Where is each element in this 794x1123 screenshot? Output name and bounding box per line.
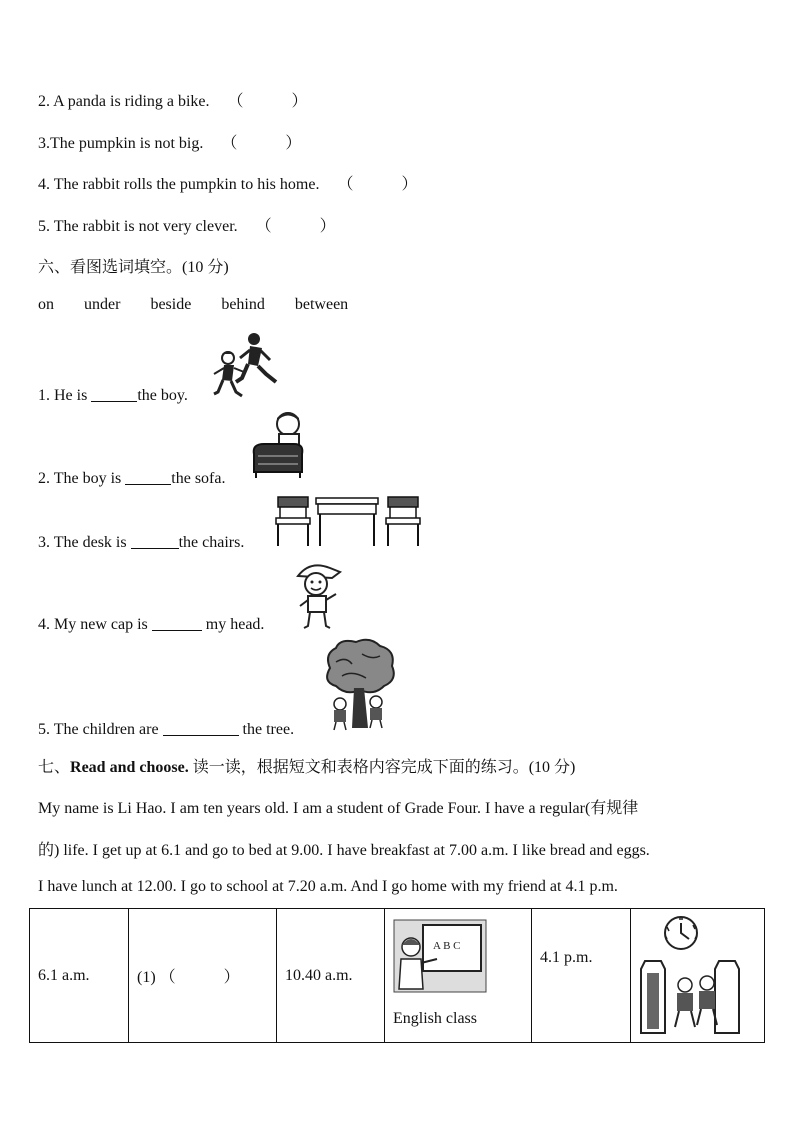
tf-item-3: 3.The pumpkin is not big. （ ） xyxy=(38,130,301,153)
answer-blank[interactable] xyxy=(163,721,239,736)
answer-blank[interactable] xyxy=(91,387,137,402)
cell-time-class: 10.40 a.m. xyxy=(277,909,385,1043)
boy-cap-image xyxy=(290,560,344,632)
reading-para-line-2: 的) life. I get up at 6.1 and go to bed at 9.00. I have breakfast at 7.00 a.m. I like bread and eggs. xyxy=(38,842,650,859)
word-under: under xyxy=(84,296,121,313)
answer-paren[interactable]: （ ） xyxy=(221,135,302,152)
cell-english-class xyxy=(385,909,532,1043)
teacher-board-image xyxy=(393,919,487,993)
schedule-table xyxy=(29,908,765,1043)
answer-blank[interactable] xyxy=(125,470,171,485)
cell-time-home: 4.1 p.m. xyxy=(532,909,631,1043)
word-between: between xyxy=(294,296,349,313)
board-letters: A B C xyxy=(433,940,461,952)
running-boys-image xyxy=(212,330,280,400)
word-on: on xyxy=(38,296,54,313)
word-bank xyxy=(38,296,374,314)
table-row xyxy=(30,909,765,1043)
word-beside: beside xyxy=(150,296,192,313)
reading-para-line-1: My name is Li Hao. I am ten years old. I am a student of Grade Four. I have a regular(有规律 xyxy=(38,800,639,817)
word-behind: behind xyxy=(221,296,265,313)
children-tree-image xyxy=(322,638,398,732)
fill-item-4: 4. My new cap is my head. xyxy=(38,616,265,633)
answer-paren[interactable]: （ ） xyxy=(227,93,308,110)
cell-go-home xyxy=(631,909,765,1043)
section-7-title: 七、Read and choose. 读一读，根据短文和表格内容完成下面的练习。(10 分) xyxy=(38,759,576,776)
go-home-image xyxy=(635,913,757,1037)
cell-time-wake: 6.1 a.m. xyxy=(30,909,129,1043)
cell-question-1[interactable]: (1) （ ） xyxy=(129,909,277,1043)
tf-item-5: 5. The rabbit is not very clever. （ ） xyxy=(38,213,336,236)
fill-item-5: 5. The children are the tree. xyxy=(38,721,295,738)
answer-blank[interactable] xyxy=(152,616,202,631)
answer-paren[interactable]: （ ） xyxy=(337,176,418,193)
fill-item-3: 3. The desk is the chairs. xyxy=(38,534,245,551)
fill-item-2: 2. The boy is the sofa. xyxy=(38,470,226,487)
reading-para-line-3: I have lunch at 12.00. I go to school at 7.20 a.m. And I go home with my friend at 4.1 p.m. xyxy=(38,878,618,895)
boy-sofa-image xyxy=(250,410,308,484)
english-class-label: English class xyxy=(393,1010,477,1027)
section-6-title: 六、看图选词填空。(10 分) xyxy=(38,259,229,276)
tf-item-2: 2. A panda is riding a bike. （ ） xyxy=(38,88,308,111)
desk-chairs-image xyxy=(272,494,424,550)
answer-paren[interactable]: （ ） xyxy=(255,218,336,235)
tf-item-4: 4. The rabbit rolls the pumpkin to his home. （ ） xyxy=(38,171,417,194)
answer-blank[interactable] xyxy=(131,534,179,549)
fill-item-1: 1. He is the boy. xyxy=(38,387,188,404)
